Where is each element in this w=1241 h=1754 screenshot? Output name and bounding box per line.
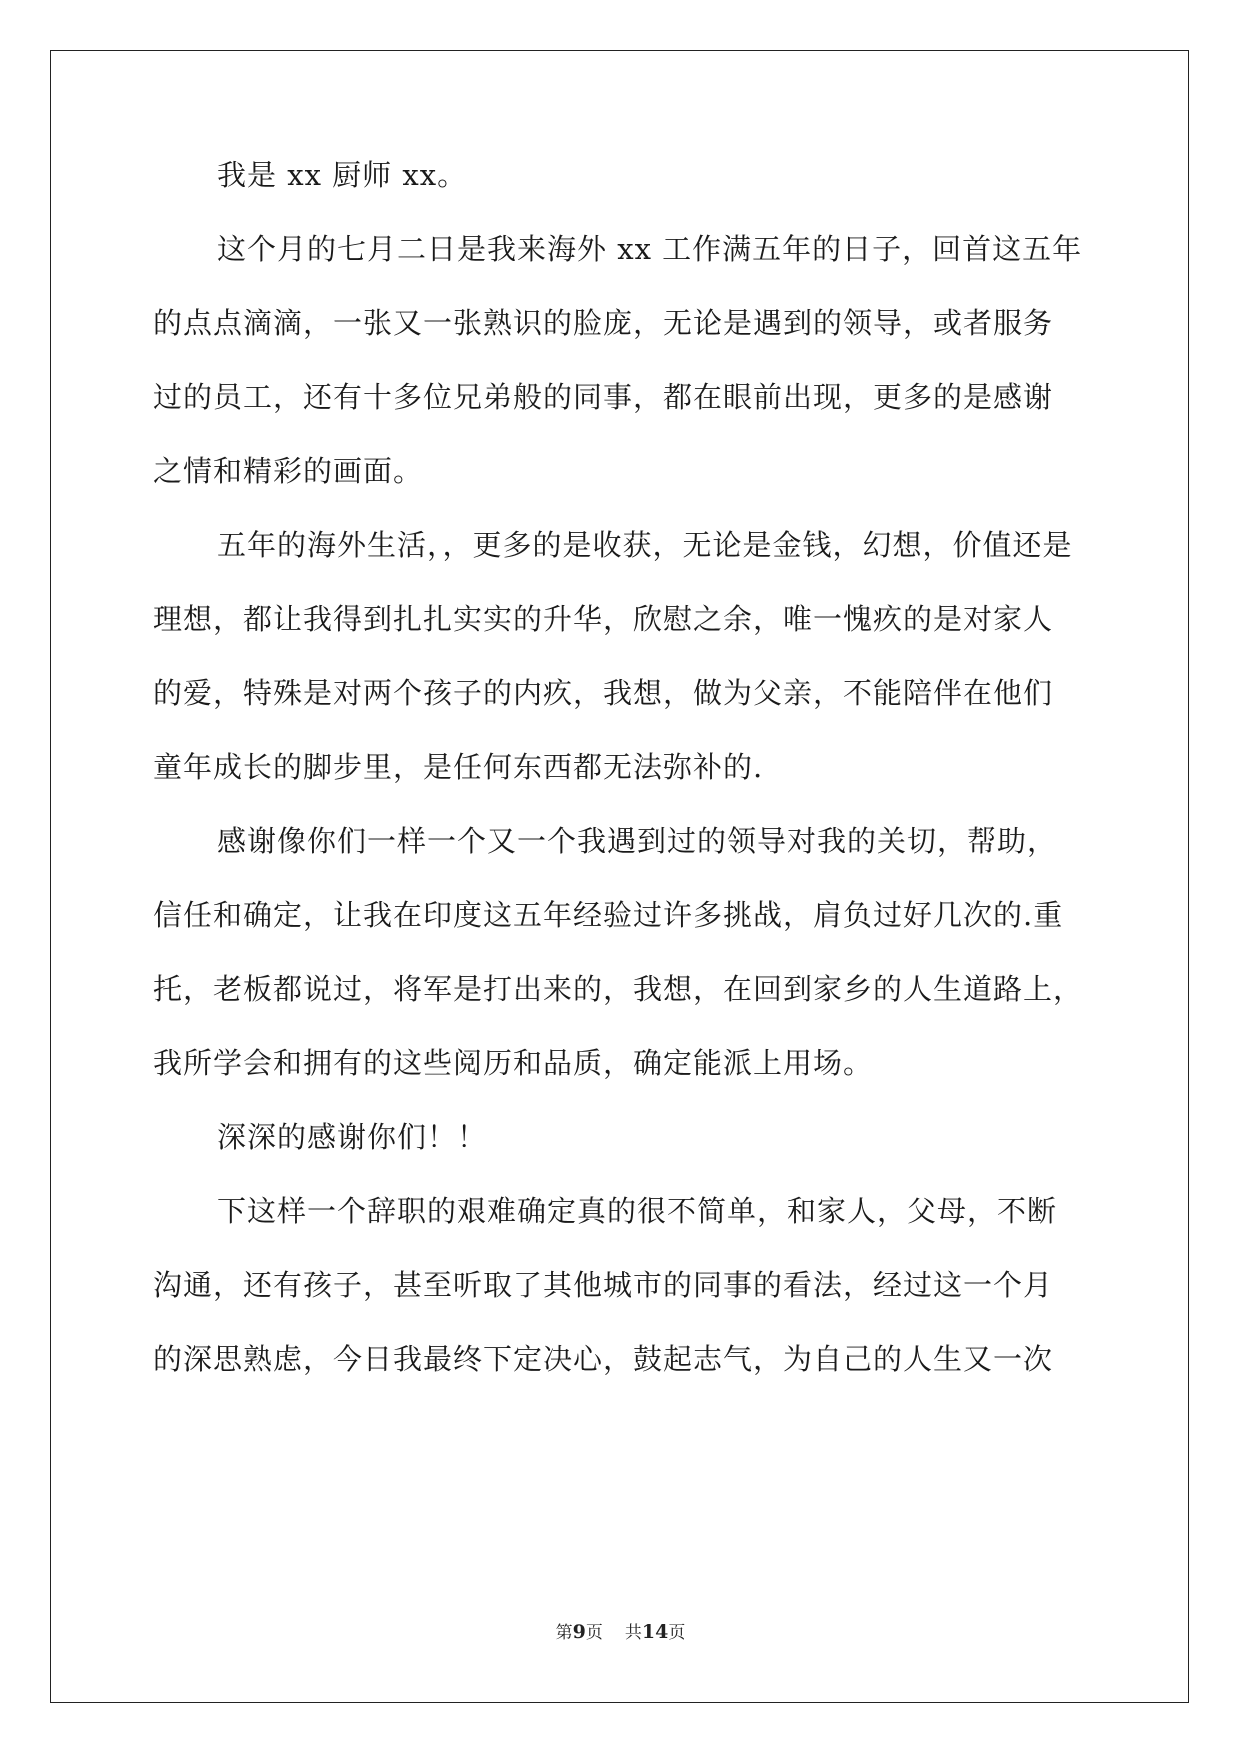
text-line: 这个月的七月二日是我来海外 xx 工作满五年的日子，回首这五年 <box>217 232 1083 266</box>
text-line: 深深的感谢你们！！ <box>217 1120 488 1154</box>
text-line: 过的员工，还有十多位兄弟般的同事，都在眼前出现，更多的是感谢 <box>153 380 1054 414</box>
text-line: 理想，都让我得到扎扎实实的升华，欣慰之余，唯一愧疚的是对家人 <box>153 602 1054 636</box>
text-line: 的爱，特殊是对两个孩子的内疚，我想，做为父亲，不能陪伴在他们 <box>153 676 1054 710</box>
page-suffix: 页 <box>585 1623 603 1643</box>
text-line: 我所学会和拥有的这些阅历和品质，确定能派上用场。 <box>153 1046 874 1080</box>
text-line: 的深思熟虑，今日我最终下定决心，鼓起志气，为自己的人生又一次 <box>153 1342 1054 1376</box>
page-number: 9 <box>572 1621 586 1643</box>
text-line: 托，老板都说过，将军是打出来的，我想，在回到家乡的人生道路上， <box>153 972 1084 1006</box>
total-pages: 14 <box>641 1621 669 1643</box>
text-line: 五年的海外生活，，更多的是收获，无论是金钱，幻想，价值还是 <box>217 528 1073 562</box>
text-line: 童年成长的脚步里，是任何东西都无法弥补的. <box>153 750 764 784</box>
text-line: 之情和精彩的画面。 <box>153 454 424 488</box>
text-line: 沟通，还有孩子，甚至听取了其他城市的同事的看法，经过这一个月 <box>153 1268 1054 1302</box>
text-line: 我是 xx 厨师 xx。 <box>217 158 468 192</box>
text-line: 信任和确定，让我在印度这五年经验过许多挑战，肩负过好几次的.重 <box>153 898 1064 932</box>
text-line: 下这样一个辞职的艰难确定真的很不简单，和家人，父母，不断 <box>217 1194 1058 1228</box>
page-border <box>50 50 1189 1703</box>
total-prefix: 共 <box>624 1623 642 1643</box>
text-line: 的点点滴滴，一张又一张熟识的脸庞，无论是遇到的领导，或者服务 <box>153 306 1054 340</box>
page-footer <box>0 1620 1241 1645</box>
text-line: 感谢像你们一样一个又一个我遇到过的领导对我的关切，帮助， <box>217 824 1058 858</box>
total-suffix: 页 <box>668 1623 686 1643</box>
page-prefix: 第 <box>555 1623 573 1643</box>
